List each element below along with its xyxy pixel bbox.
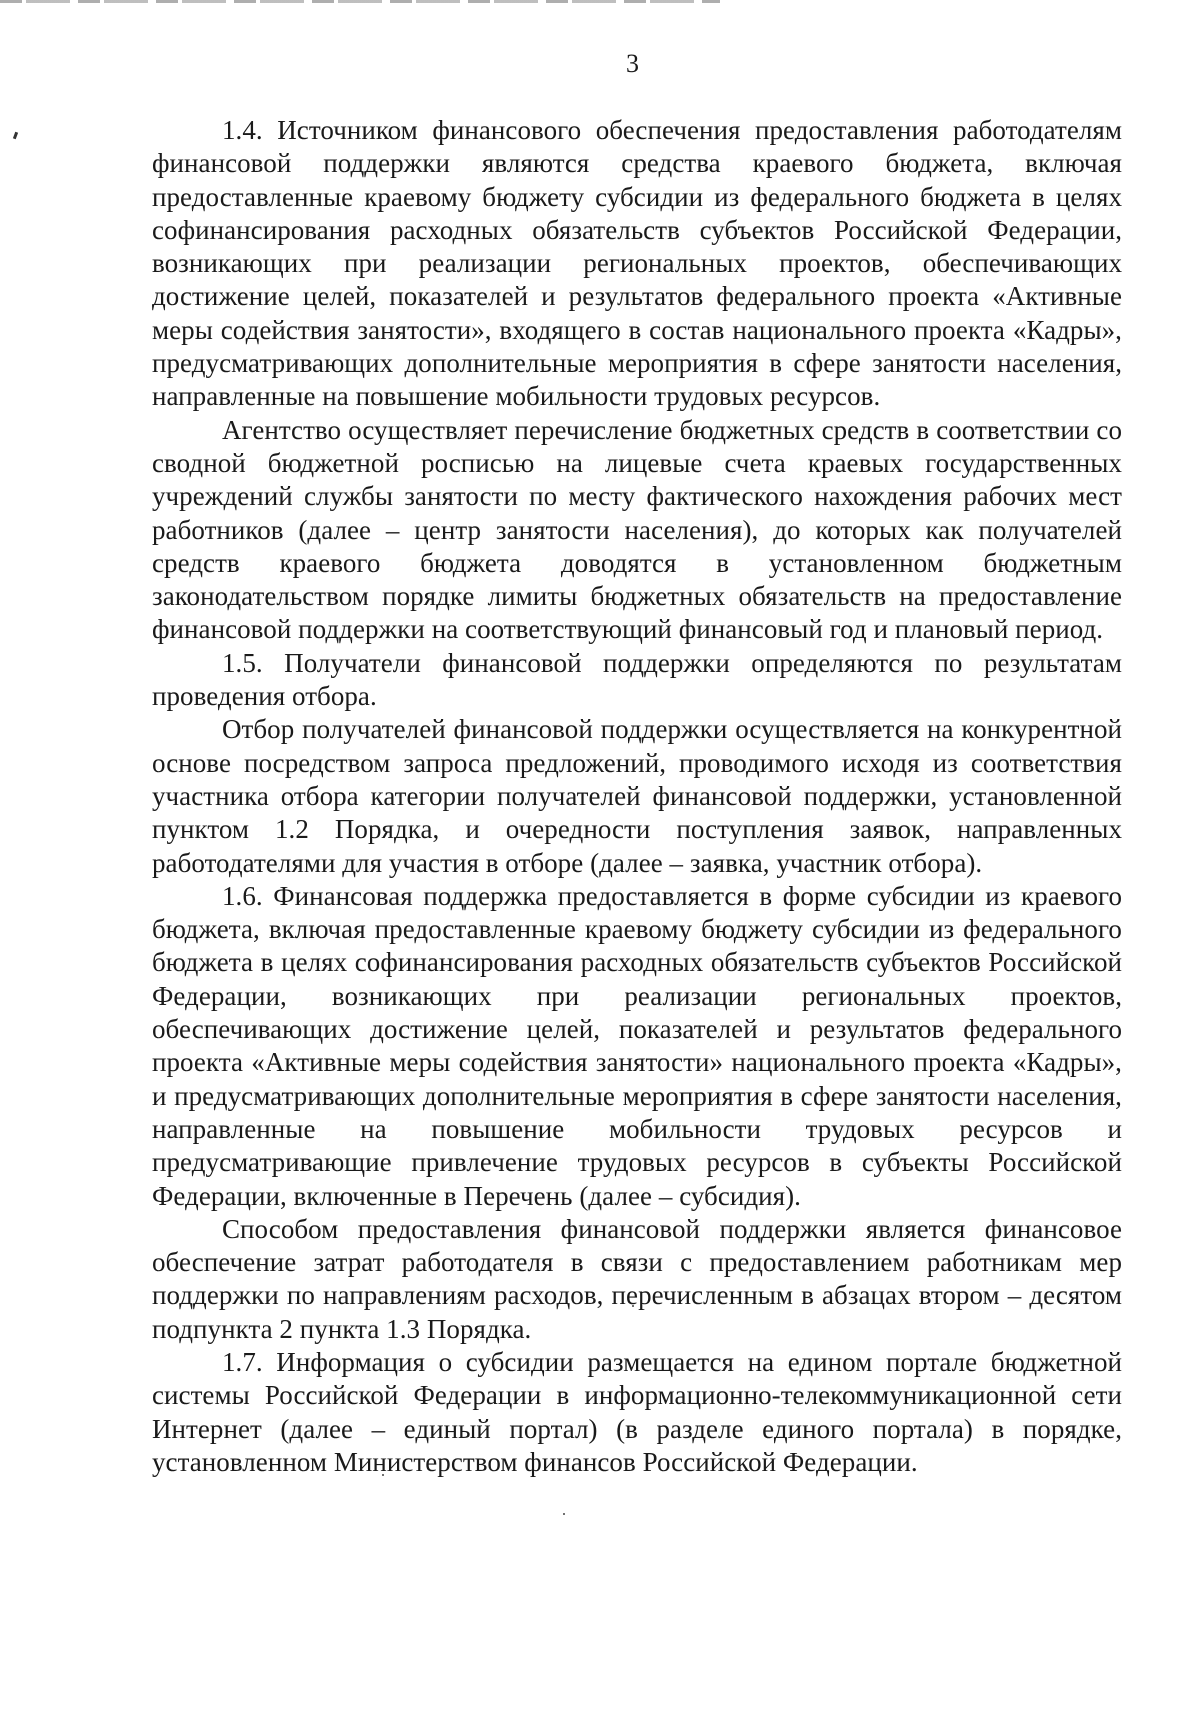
paragraph-agency-transfer: Агентство осуществляет перечисление бюджетных средств в соответствии со сводной бюджетной росписью на лицевые счета краевых государственных учреждений службы занятости по месту фактического нахождения рабочих мест работников (далее – центр занятости населения), до которых как получателей средств краевого бюджета доводятся в установленном бюджетным законодательством порядке лимиты бюджетных обязательств на предоставление финансовой поддержки на соответствующий финансовый год и плановый период. bbox=[152, 414, 1122, 645]
page-number: 3 bbox=[626, 49, 639, 78]
scan-speck bbox=[563, 1513, 565, 1515]
paragraph-1-4: 1.4. Источником финансового обеспечения предоставления работодателям финансовой поддержки являются средства краевого бюджета, включая предоставленные краевому бюджету субсидии из федерального бюджета в целях софинансирования расходных обязательств субъектов Российской Федерации, возникающих при реализации региональных проектов, обеспечивающих достижение целей, показателей и результатов федерального проекта «Активные меры содействия занятости», входящего в состав национального проекта «Кадры», предусматривающих дополнительные мероприятия в сфере занятости населения, направленные на повышение мобильности трудовых ресурсов. bbox=[152, 115, 1122, 412]
paragraph-1-7: 1.7. Информация о субсидии размещается на едином портале бюджетной системы Российской Федерации в информационно-телекоммуникационной сети Интернет (далее – единый портал) (в разделе единого портала) в порядке, установленном Министерством финансов Российской Федерации. bbox=[152, 1346, 1122, 1477]
paragraph-1-5: 1.5. Получатели финансовой поддержки определяются по результатам проведения отбора. bbox=[152, 647, 1122, 712]
paragraph-selection: Отбор получателей финансовой поддержки осуществляется на конкурентной основе посредством запроса предложений, проводимого исходя из соответствия участника отбора категории получателей финансовой поддержки, установленной пунктом 1.2 Порядка, и очередности поступления заявок, направленных работодателями для участия в отборе (далее – заявка, участник отбора). bbox=[152, 714, 1122, 878]
margin-mark bbox=[13, 132, 18, 140]
scan-edge-artifact bbox=[0, 0, 720, 3]
paragraph-support-method: Способом предоставления финансовой поддержки является финансовое обеспечение затрат работодателя в связи с предоставлением работникам мер поддержки по направлениям расходов, перечисленным в абзацах втором – десятом подпункта 2 пункта 1.3 Порядка. bbox=[152, 1213, 1122, 1344]
paragraph-1-6: 1.6. Финансовая поддержка предоставляется в форме субсидии из краевого бюджета, включая предоставленные краевому бюджету субсидии из федерального бюджета в целях софинансирования расходных обязательств субъектов Российской Федерации, возникающих при реализации региональных проектов, обеспечивающих достижение целей, показателей и результатов федерального проекта «Активные меры содействия занятости» национального проекта «Кадры», и предусматривающих дополнительные мероприятия в сфере занятости населения, направленные на повышение мобильности трудовых ресурсов и предусматривающие привлечение трудовых ресурсов в субъекты Российской Федерации, включенные в Перечень (далее – субсидия). bbox=[152, 880, 1122, 1211]
document-body bbox=[152, 114, 1122, 1479]
